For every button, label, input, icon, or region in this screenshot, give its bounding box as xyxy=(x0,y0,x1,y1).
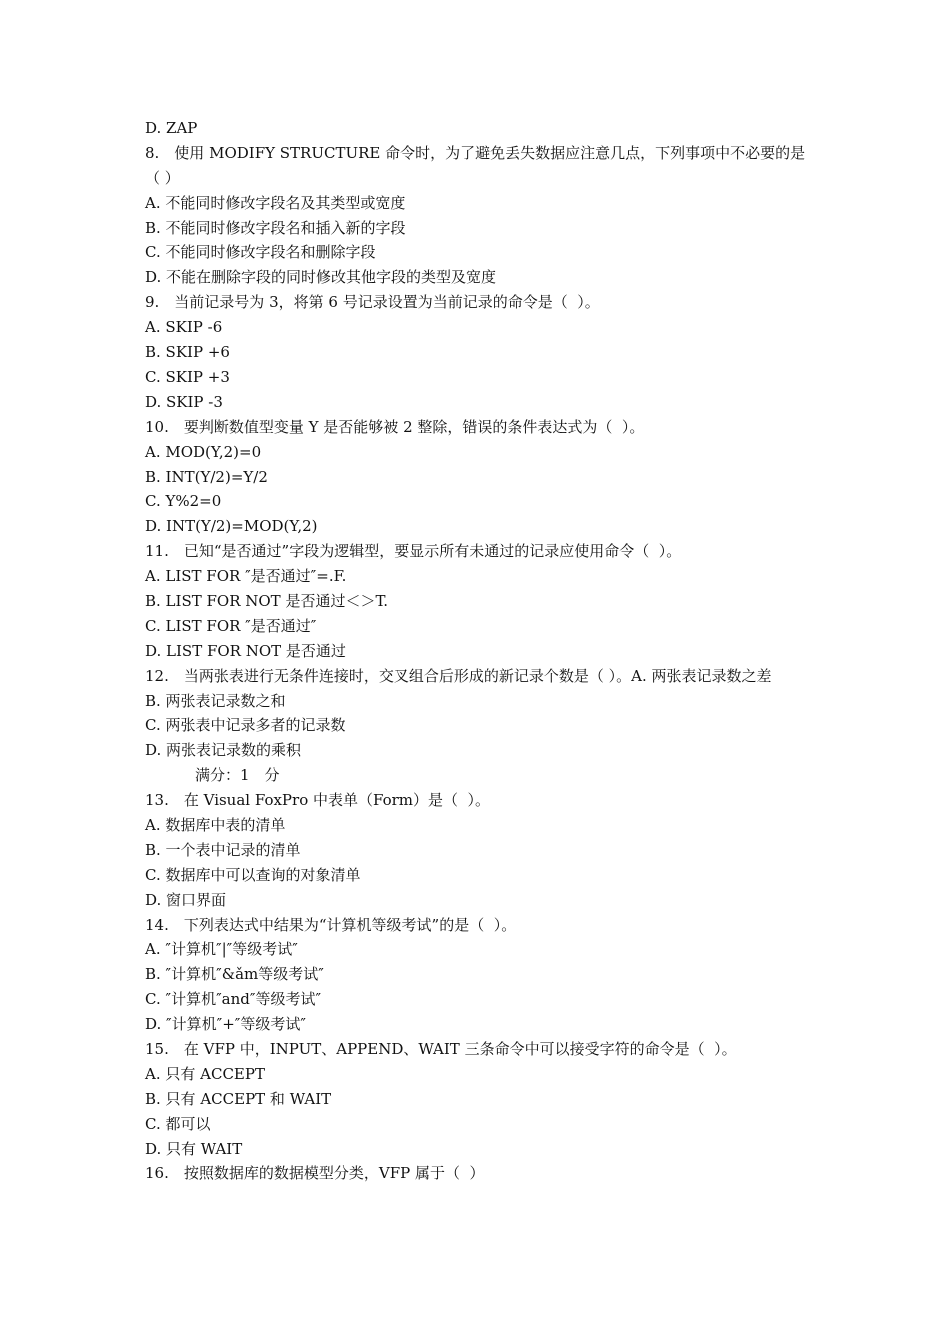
option-a-q11: A. LIST FOR ″是否通过″=.F. xyxy=(145,567,347,586)
option-b-q10: B. INT(Y/2)=Y/2 xyxy=(145,467,268,486)
option-c-q14: C. ″计算机″and″等级考试″ xyxy=(145,990,322,1009)
question-13: 13. 在 Visual FoxPro 中表单（Form）是（ ）。 xyxy=(145,791,491,810)
option-d-q9: D. SKIP -3 xyxy=(145,392,223,411)
option-c-q13: C. 数据库中可以查询的对象清单 xyxy=(145,865,361,884)
question-14: 14. 下列表达式中结果为“计算机等级考试”的是（ ）。 xyxy=(145,915,517,934)
option-d-q7: D. ZAP xyxy=(145,119,198,137)
option-d-q15: D. 只有 WAIT xyxy=(145,1139,243,1158)
option-d-q14: D. ″计算机″+″等级考试″ xyxy=(145,1015,307,1034)
option-c-q10: C. Y%2=0 xyxy=(145,492,222,511)
option-b-q14: B. ″计算机″&ǎm等级考试″ xyxy=(145,965,324,984)
question-8: 8. 使用 MODIFY STRUCTURE 命令时，为了避免丢失数据应注意几点，下列事项中不必要的是（ ） xyxy=(145,143,806,187)
option-c-q12: C. 两张表中记录多者的记录数 xyxy=(145,716,346,735)
option-d-q12: D. 两张表记录数的乘积 xyxy=(145,741,302,760)
option-b-q11: B. LIST FOR NOT 是否通过＜＞T. xyxy=(145,591,389,610)
option-c-q8: C. 不能同时修改字段名和删除字段 xyxy=(145,243,376,262)
option-a-q13: A. 数据库中表的清单 xyxy=(145,815,286,834)
option-d-q13: D. 窗口界面 xyxy=(145,890,227,909)
option-a-q8: A. 不能同时修改字段名及其类型或宽度 xyxy=(145,193,406,212)
question-10: 10. 要判断数值型变量 Y 是否能够被 2 整除，错误的条件表达式为（ ）。 xyxy=(145,417,645,436)
option-b-q13: B. 一个表中记录的清单 xyxy=(145,840,301,859)
option-a-q10: A. MOD(Y,2)=0 xyxy=(145,442,262,461)
option-b-q9: B. SKIP +6 xyxy=(145,343,230,362)
question-9: 9. 当前记录号为 3，将第 6 号记录设置为当前记录的命令是（ ）。 xyxy=(145,293,600,312)
option-d-q11: D. LIST FOR NOT 是否通过 xyxy=(145,641,346,660)
question-12: 12. 当两张表进行无条件连接时，交叉组合后形成的新记录个数是（ ）。A. 两张表记录数之差 xyxy=(145,666,772,685)
option-c-q11: C. LIST FOR ″是否通过″ xyxy=(145,616,317,635)
question-16: 16. 按照数据库的数据模型分类，VFP 属于（ ） xyxy=(145,1164,485,1183)
option-b-q8: B. 不能同时修改字段名和插入新的字段 xyxy=(145,218,406,237)
question-15: 15. 在 VFP 中，INPUT、APPEND、WAIT 三条命令中可以接受字符的命令是（ ）。 xyxy=(145,1040,737,1058)
document-page xyxy=(145,116,810,1186)
option-a-q15: A. 只有 ACCEPT xyxy=(145,1064,265,1083)
option-b-q15: B. 只有 ACCEPT 和 WAIT xyxy=(145,1089,332,1108)
option-a-q14: A. ″计算机″|″等级考试″ xyxy=(145,940,298,959)
option-d-q8: D. 不能在删除字段的同时修改其他字段的类型及宽度 xyxy=(145,268,497,287)
option-d-q10: D. INT(Y/2)=MOD(Y,2) xyxy=(145,517,318,536)
option-b-q12: B. 两张表记录数之和 xyxy=(145,691,286,710)
score-note: 满分：1 分 xyxy=(195,766,280,785)
option-c-q15: C. 都可以 xyxy=(145,1114,211,1133)
option-a-q9: A. SKIP -6 xyxy=(145,318,223,337)
question-11: 11. 已知“是否通过”字段为逻辑型，要显示所有未通过的记录应使用命令（ ）。 xyxy=(145,542,682,561)
option-c-q9: C. SKIP +3 xyxy=(145,367,230,386)
